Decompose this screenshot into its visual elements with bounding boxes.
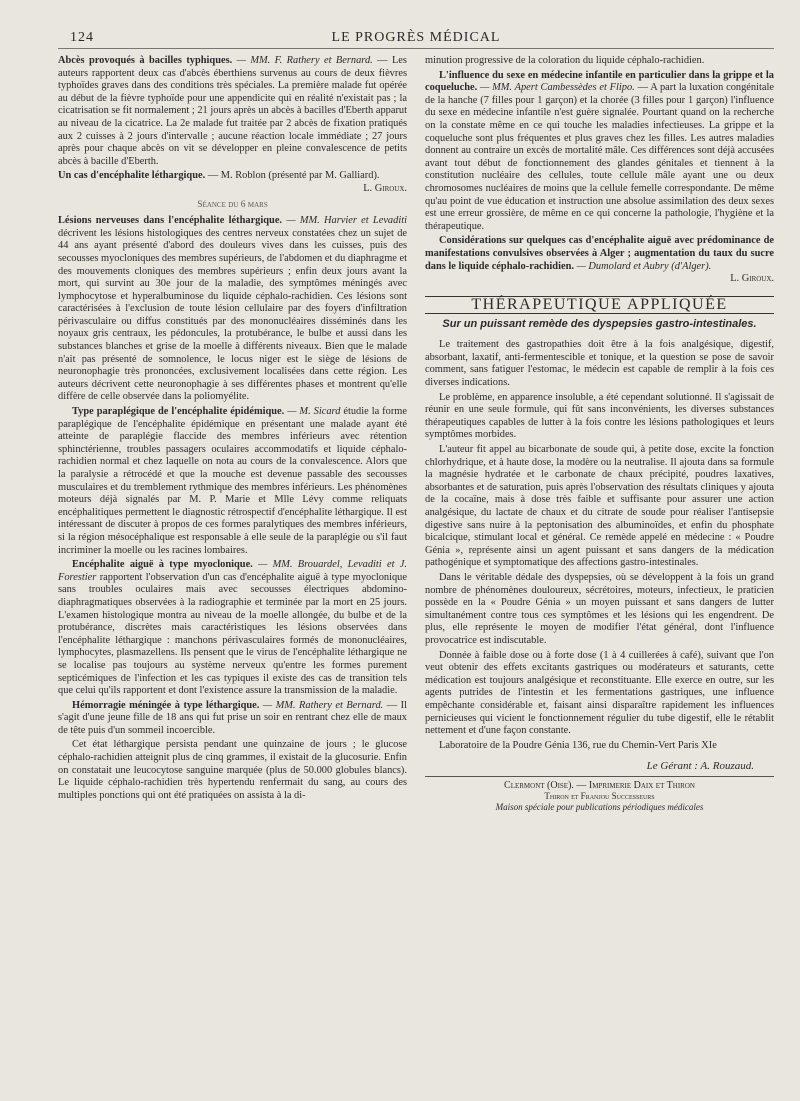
section-subtitle: Sur un puissant remède des dyspepsies gastro-intestinales. [442, 318, 757, 331]
right-column [425, 55, 774, 813]
article-lesions [58, 215, 407, 404]
therapeutique-paragraph: Le traitement des gastropathies doit être à la fois analgésique, digestif, absorbant, laxatif, anti-fermentescible et tonique, et la question se pose de savoir comment, sans fatiguer l'estomac, le médecin est capable de remplir à la fois ces diverses indications. [425, 339, 774, 389]
article-encephalite-cas [58, 170, 407, 183]
article-title: Hémorragie méningée à type léthargique. [72, 699, 260, 711]
laboratory-address: Laboratoire de la Poudre Génia 136, rue du Chemin-Vert Paris XIe [439, 739, 717, 751]
therapeutique-paragraph: L'auteur fit appel au bicarbonate de soude qui, à petite dose, excite la fonction chlorhydrique, et à haute dose, la modère ou la neutralise. Il ajouta dans sa formule la magnésie hydratée et le carbonate de chaux précipité, poudres laxatives, absorbantes et de saturation, puis après l'observation des résultats cliniques y ajouta de la cocaïne, mais à dose très faible et suffisante pour assurer une action analgésique, du lactate de chaux et du citrate de soude pour réaliser l'antisepsie digestive sans nuire à la peptonisation des albuminoïdes, et enfin du phosphate bicalcique, stimulant local et général. Ce remède appelé en médecine : « Poudre Génia », représente ainsi un agent puissant et sans dangers de la médication pathogénique et symptomatique des affections gastro-intestinales. [425, 444, 774, 569]
article-authors: — MM. Apert Cambessèdes et Flipo. [480, 82, 635, 94]
article-text: — A part la luxation congénitale de la hanche (7 filles pour 1 garçon) et la chorée (3 filles pour 1 garçon) l'influence du sexe en médecine infantile n'est guère signalée. Pourtant quand on la recherche on la constate même en ce qui touche les maladies infectieuses. La grippe et la coqueluche sont plus fréquentes et plus graves chez les filles. Les autres maladies donnent au contraire un excès de mortalité mâle. Ces différences sont déjà accusées avant tout début de fonctionnement des glandes génitales et tiennent à la constitution nucléaire des cellules, toute cellule mâle ayant une ou deux chromosomes nucléaires de moins que la cellule femelle correspondante. De même qu'au point de vue éducation et instruction une absolue assimilation des deux sexes est une erreur grossière, de même en ce qui concerne la pathologie, l'hygiène et la thérapeutique. [425, 82, 774, 232]
printer-imprint [425, 780, 774, 813]
article-authors: — M. Sicard [287, 406, 341, 418]
article-influence-sexe [425, 70, 774, 234]
printer-name: Clermont (Oise). — Imprimerie Daix et Thiron [504, 779, 695, 791]
article-authors: — MM. Brouardel, Levaditi et J. Forestier [58, 559, 407, 583]
signature: L. Giroux. [363, 182, 407, 194]
article-abces [58, 55, 407, 168]
article-title: Lésions nerveuses dans l'encéphalite léthargique. [58, 215, 283, 227]
article-title: Abcès provoqués à bacilles typhiques. [58, 55, 233, 66]
article-hemorragie [58, 700, 407, 738]
article-authors: — MM. Rathery et Bernard. [262, 699, 384, 711]
page-number: 124 [70, 30, 94, 45]
therapeutique-paragraph: Le problème, en apparence insoluble, a été cependant solutionné. Il s'agissait de réunir en une seule formule, qui fût sans inconvénients, les diverses substances thérapeutiques capables de lutter à la fois contre les lésions pathologiques et leurs symptômes morbides. [425, 391, 774, 441]
text-columns [58, 55, 774, 813]
article-text: — M. Roblon (présenté par M. Galliard). [207, 170, 380, 182]
session-heading: Séance du 6 mars [197, 199, 268, 210]
article-title: Type paraplégique de l'encéphalite épidémique. [72, 406, 285, 418]
article-text: décrivent les lésions histologiques des centres nerveux constatées chez un sujet de 44 ans ayant présenté d'abord des douleurs vives dans les cuisses, puis des secousses myocloniques des membres supérieurs, de l'abdomen et du diaphragme et des mouvements cloniques des membres supérieurs ; enfin deux jours avant la mort, qui survint au 30e jour de la maladie, des symptômes méningés avec lymphocytose et hyperalbuminose du liquide céphalo-rachidien. Ces lésions sont caractérisées à l'exclusion de toute lésion cellulaire par des foyers d'infiltration périvasculaire ou diffus constitués par des mononucléaires disséminés dans les noyaux gris centraux, les pédoncules, la protubérance, le bulbe et aussi dans les substances blanches et grise de la moelle à différents niveaux. Bien que le malade n'ait pas présenté de somnolence, le locus niger est le siège de lésions de neuronophagie très prononcées, exclusivement localisées dans cette région. Les auteurs décrivent cette neuronophagie à ses différentes phases et montrent qu'elle diffère de celle observée dans la poliomyélite. [58, 227, 407, 403]
left-column [58, 55, 407, 813]
article-authors: — MM. F. Rathery et Bernard. [236, 55, 373, 66]
article-text: rapportent l'observation d'un cas d'encéphalite aiguë à type myoclonique sans troubles oculaires mais avec secousses électriques abdomino-diaphragmatiques observées à la radiographie et terminée par la mort en 25 jours. L'examen histologique montra au niveau de la moelle allongée, du bulbe et de la protubérance, discrètes mais caractéristiques les lésions observées dans l'encéphalite léthargique : manchons périvasculaires formés de mononucléaires, lymphocytes, plasmazellens. Ils pensent que le virus de l'encéphalite léthargique ne se localise pas toujours au système nerveux qu'entre les formes purement septicémiques de l'infection et les cas typiques il existe des cas de transition tels que celui qu'ils rapportent et dont l'existence assure la transmission de la maladie. [58, 571, 407, 697]
article-authors: — MM. Harvier et Levaditi [286, 215, 407, 227]
article-title: Considérations sur quelques cas d'encéphalite aiguë avec prédominance de manifestations convulsives observées à Alger ; augmentation du taux du sucre dans le liquide céphalo-rachidien. [425, 235, 774, 272]
page-header [58, 26, 774, 49]
article-title: Encéphalite aiguë à type myoclonique. [72, 559, 253, 571]
printer-successors: Thiron et Franjou Successeurs [544, 790, 655, 801]
gerant-line: Le Gérant : A. Rouzaud. [646, 760, 754, 773]
divider [425, 776, 774, 777]
section-title: THÉRAPEUTIQUE APPLIQUÉE [425, 296, 774, 315]
article-hemorragie-continued: Cet état léthargique persista pendant une quinzaine de jours ; le glucose céphalo-rachidien atteignit plus de cinq grammes, il existait de la glucosurie. Enfin on constatait une leucocytose sanguine marquée (plus de 50.000 globules blancs). Le liquide céphalo-rachidien très hypertendu renfermait du sang, au cours des multiples ponctions qui ont été pratiquées on assista à la di- [58, 739, 407, 801]
article-title: L'influence du sexe en médecine infantile en particulier dans la grippe et la coqueluche. [425, 69, 774, 94]
article-text: étudie la forme paraplégique de l'encéphalite épidémique en présentant une malade ayant été atteinte de paraplégie flaccide des membres inférieurs avec rétention sphinctérienne, troubles passagers oculaires accommodatifs et liquide céphalo-rachidien normal et chez laquelle on nota au cours de la convalescence. Alors que la paralysie a rétrocédé et que la mouche est devenue passable des secousses musculaires et du tremblement rythmique des membres inférieurs. Les phénomènes moteurs déjà signalés par M. P. Marie et Mlle Lévy comme reliquats encéphalitiques permettent le diagnostic rétrospectif d'encéphalite léthargique. Il est intéressant de discuter à propos de ces formes paralytiques des membres inférieurs, si la région mésocéphalique est responsable à elle seule de la paraplégie ou s'il faut incriminer la moelle ou les racines lombaires. [58, 406, 407, 556]
therapeutique-paragraph: Dans le véritable dédale des dyspepsies, où se développent à la fois un grand nombre de phénomènes douloureux, sécrétoires, moteurs, infectieux, le praticien possède en la « Poudre Génia » un moyen puissant et sans dangers de lutter simultanément contre tous ces symptômes et les lésions qui les engendrent. De plus, elle représente le moyen de modifier l'état général, dont l'influence provocatrice est indiscutable. [425, 571, 774, 646]
article-authors: — Dumolard et Aubry (d'Alger). [576, 260, 712, 272]
printer-specialty: Maison spéciale pour publications périodiques médicales [495, 801, 704, 812]
signature: L. Giroux. [730, 273, 774, 285]
article-paraplegique [58, 406, 407, 557]
article-alger [425, 235, 774, 273]
article-hemorragie-end: minution progressive de la coloration du liquide céphalo-rachidien. [425, 55, 705, 66]
article-text: — Les auteurs rapportent deux cas d'abcès éberthiens survenus au cours de deux fièvres typhoïdes graves dans des conditions très spéciales. La première malade fut opérée au début de la fièvre typhoïde pour une appendicite qui en réalité n'existait pas ; la cicatrisation se fit normalement ; 21 jours après un abcès à bacilles d'Eberth apparut au niveau de la cicatrice. La 2e malade fut traitée par 2 abcès de fixation pratiqués aux 2 cuisses à 2 jours d'intervalle ; aucune réaction locale immédiate ; 27 jours après pour chaque abcès on vit se développer en pleine convalescence de petits abcès à bacille d'Eberth. [58, 55, 407, 167]
article-myoclonique [58, 559, 407, 698]
therapeutique-paragraph: Donnée à faible dose ou à forte dose (1 à 4 cuillerées à café), suivant que l'on veut obtenir des effets excitants gastriques ou modérateurs et saturants, cette médication est toujours analgésique et reconstituante. Elle exerce en outre, sur les agents putrides de l'intestin et les fermentations gastriques, une influence empêchante considérable et, faisant ainsi disparaître rapidement les influences pernicieuses qui vicient le fonctionnement régulier du tube digestif, elle le rétablit nettement et d'une façon constante. [425, 649, 774, 737]
article-text: — Il s'agit d'une jeune fille de 18 ans qui fut prise un soir en rentrant chez elle de maux de tête puis d'un sommeil incoercible. [58, 699, 407, 736]
article-title: Un cas d'encéphalite léthargique. [58, 170, 206, 182]
journal-title: LE PROGRÈS MÉDICAL [331, 30, 501, 45]
